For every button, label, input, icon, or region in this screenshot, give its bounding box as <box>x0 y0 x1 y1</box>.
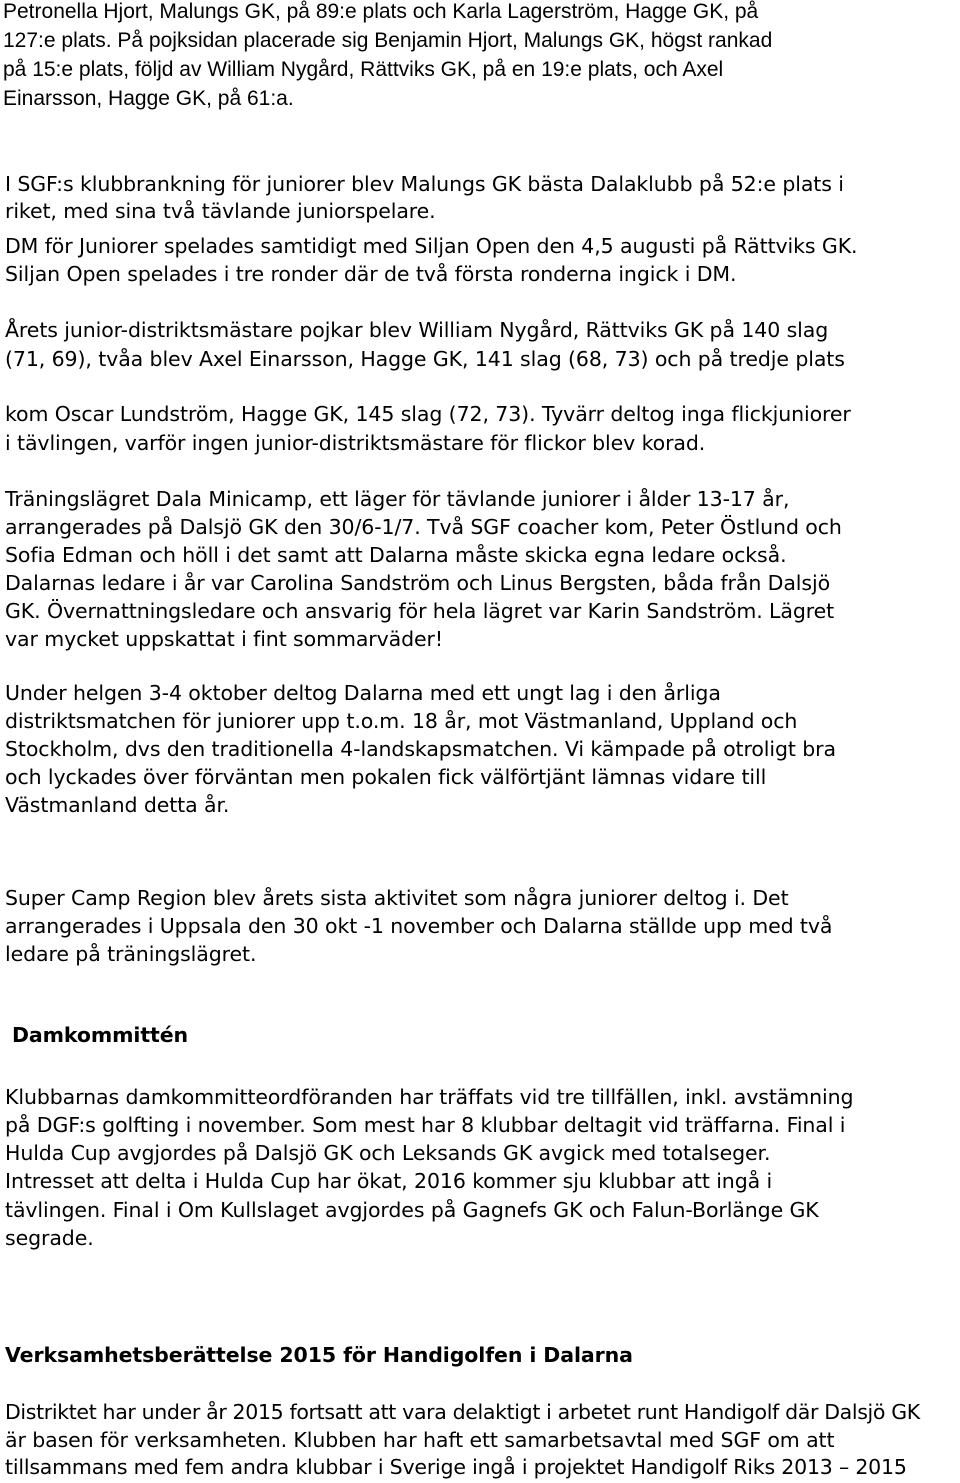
text-line: 127:e plats. På pojksidan placerade sig Benjamin Hjort, Malungs GK, högst rankad <box>3 29 773 52</box>
text-line: kom Oscar Lundström, Hagge GK, 145 slag (72, 73). Tyvärr deltog inga flickjuniorer <box>5 402 851 426</box>
text-line: Sofia Edman och höll i det samt att Dalarna måste skicka egna ledare också. <box>5 543 787 567</box>
text-line: Siljan Open spelades i tre ronder där de två första ronderna ingick i DM. <box>5 262 737 286</box>
section-heading-handigolf: Verksamhetsberättelse 2015 för Handigolfen i Dalarna <box>5 1343 633 1367</box>
text-line: Västmanland detta år. <box>5 793 230 817</box>
text-line: Klubbarnas damkommitteordföranden har träffats vid tre tillfällen, inkl. avstämning <box>5 1085 854 1109</box>
text-line: Träningslägret Dala Minicamp, ett läger för tävlande juniorer i ålder 13-17 år, <box>5 487 790 511</box>
text-line: GK. Övernattningsledare och ansvarig för hela lägret var Karin Sandström. Lägret <box>5 599 835 623</box>
text-line: och lyckades över förväntan men pokalen fick välförtjänt lämnas vidare till <box>5 765 767 789</box>
text-line: DM för Juniorer spelades samtidigt med Siljan Open den 4,5 augusti på Rättviks GK. <box>5 234 858 258</box>
text-line: riket, med sina två tävlande juniorspelare. <box>5 199 436 223</box>
text-line: Einarsson, Hagge GK, på 61:a. <box>3 87 294 110</box>
text-line: Hulda Cup avgjordes på Dalsjö GK och Leksands GK avgick med totalseger. <box>5 1141 771 1165</box>
text-line: Dalarnas ledare i år var Carolina Sandström och Linus Bergsten, båda från Dalsjö <box>5 571 831 595</box>
text-line: på 15:e plats, följd av William Nygård, Rättviks GK, på en 19:e plats, och Axel <box>3 58 724 81</box>
text-line: är basen för verksamheten. Klubben har haft ett samarbetsavtal med SGF om att <box>5 1428 835 1452</box>
text-line: arrangerades i Uppsala den 30 okt -1 november och Dalarna ställde upp med två <box>5 914 833 938</box>
text-line: Stockholm, dvs den traditionella 4-landskapsmatchen. Vi kämpade på otroligt bra <box>5 737 836 761</box>
text-line: Intresset att delta i Hulda Cup har ökat, 2016 kommer sju klubbar att ingå i <box>5 1169 773 1193</box>
text-line: Distriktet har under år 2015 fortsatt att vara delaktigt i arbetet runt Handigolf där Dalsjö GK <box>5 1400 920 1424</box>
text-line: Årets junior-distriktsmästare pojkar blev William Nygård, Rättviks GK på 140 slag <box>5 318 829 342</box>
text-line: tillsammans med fem andra klubbar i Sverige ingå i projektet Handigolf Riks 2013 – 2015 <box>5 1455 907 1479</box>
text-line: (71, 69), tvåa blev Axel Einarsson, Hagge GK, 141 slag (68, 73) och på tredje plats <box>5 347 845 371</box>
text-line: segrade. <box>5 1226 94 1250</box>
text-line: i tävlingen, varför ingen junior-distriktsmästare för flickor blev korad. <box>5 431 706 455</box>
text-line: på DGF:s golfting i november. Som mest har 8 klubbar deltagit vid träffarna. Final i <box>5 1113 846 1137</box>
text-line: ledare på träningslägret. <box>5 942 257 966</box>
text-line: arrangerades på Dalsjö GK den 30/6-1/7. Två SGF coacher kom, Peter Östlund och <box>5 515 842 539</box>
text-line: distriktsmatchen för juniorer upp t.o.m. 18 år, mot Västmanland, Uppland och <box>5 709 798 733</box>
text-line: Under helgen 3-4 oktober deltog Dalarna med ett ungt lag i den årliga <box>5 681 721 705</box>
section-heading-damkommitten: Damkommittén <box>12 1023 189 1047</box>
text-line: var mycket uppskattat i fint sommarväder! <box>5 627 443 651</box>
text-line: I SGF:s klubbrankning för juniorer blev Malungs GK bästa Dalaklubb på 52:e plats i <box>5 172 844 196</box>
text-line: Petronella Hjort, Malungs GK, på 89:e plats och Karla Lagerström, Hagge GK, på <box>3 0 759 23</box>
text-line: tävlingen. Final i Om Kullslaget avgjordes på Gagnefs GK och Falun-Borlänge GK <box>5 1198 819 1222</box>
text-line: Super Camp Region blev årets sista aktivitet som några juniorer deltog i. Det <box>5 886 789 910</box>
